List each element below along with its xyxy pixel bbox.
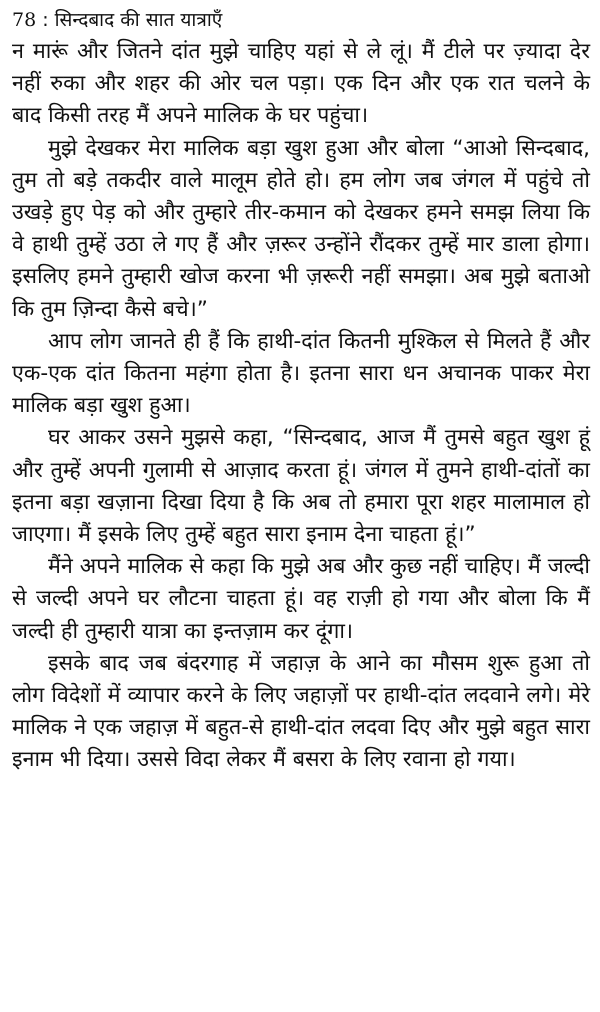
paragraph-continued: न मारूं और जितने दांत मुझे चाहिए यहां से ले लूं। मैं टीले पर ज़्यादा देर नहीं रुका और शहर की ओर चल पड़ा। एक दिन और एक रात चलने के बाद किसी तरह मैं अपने मालिक के घर पहुंचा। — [12, 39, 590, 129]
body-text — [12, 36, 590, 777]
paragraph: आप लोग जानते ही हैं कि हाथी-दांत कितनी मुश्किल से मिलते हैं और एक-एक दांत कितना महंगा होता है। इतना सारा धन अचानक पाकर मेरा मालिक बड़ा खुश हुआ। — [12, 328, 590, 419]
book-title: सिन्दबाद की सात यात्राएँ — [54, 9, 223, 31]
header-separator: : — [42, 9, 49, 31]
paragraph: इसके बाद जब बंदरगाह में जहाज़ के आने का मौसम शुरू हुआ तो लोग विदेशों में व्यापार करने के लिए जहाज़ों पर हाथी-दांत लदवाने लगे। मेरे मालिक ने एक जहाज़ में बहुत-से हाथी-दांत लदवा दिए और मुझे बहुत सारा इनाम भी दिया। उससे विदा लेकर मैं बसरा के लिए रवाना हो गया। — [12, 650, 590, 773]
paragraph: मुझे देखकर मेरा मालिक बड़ा खुश हुआ और बोला “आओ सिन्दबाद, तुम तो बड़े तकदीर वाले मालूम होते हो। हम लोग जब जंगल में पहुंचे तो उखड़े हुए पेड़ को और तुम्हारे तीर-कमान को देखकर हमने समझ लिया कि वे हाथी तुम्हें उठा ले गए हैं और ज़रूर उन्होंने रौंदकर तुम्हें मार डाला होगा। इसलिए हमने तुम्हारी खोज करना भी ज़रूरी नहीं समझा। अब मुझे बताओ कि तुम ज़िन्दा कैसे बचे।” — [12, 135, 590, 322]
page-number: 78 — [12, 9, 37, 31]
paragraph: घर आकर उसने मुझसे कहा, “सिन्दबाद, आज मैं तुमसे बहुत खुश हूं और तुम्हें अपनी गुलामी से आज़ाद करता हूं। जंगल में तुमने हाथी-दांतों का इतना बड़ा खज़ाना दिखा दिया है कि अब तो हमारा पूरा शहर मालामाल हो जाएगा। मैं इसके लिए तुम्हें बहुत सारा इनाम देना चाहता हूं।” — [12, 425, 590, 548]
running-header — [12, 6, 590, 36]
paragraph: मैंने अपने मालिक से कहा कि मुझे अब और कुछ नहीं चाहिए। मैं जल्दी से जल्दी अपने घर लौटना चाहता हूं। वह राज़ी हो गया और बोला कि मैं जल्दी ही तुम्हारी यात्रा का इन्तज़ाम कर दूंगा। — [12, 554, 590, 644]
